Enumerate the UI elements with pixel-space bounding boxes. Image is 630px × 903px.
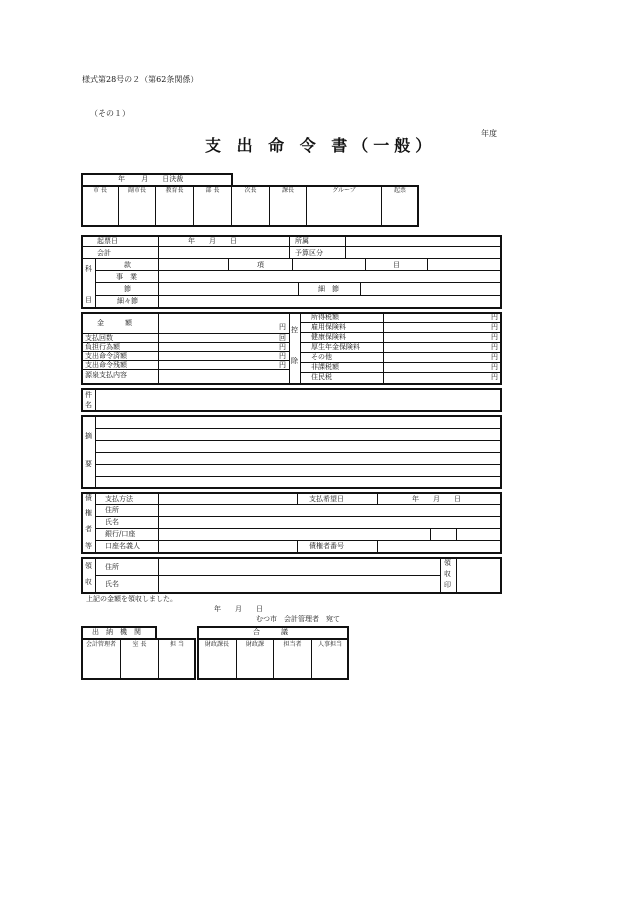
budget-category-label: 予算区分 xyxy=(295,249,323,257)
bank-account-label: 銀行/口座 xyxy=(105,530,136,538)
eye-side-label: 目 xyxy=(85,296,92,304)
amount-row-label: 負担行為額 xyxy=(85,343,120,351)
approval-role: 副市長 xyxy=(127,187,146,194)
desired-date-label: 支払希望日 xyxy=(309,495,344,503)
account-holder-label: 口座名義人 xyxy=(105,542,140,550)
yen-unit: 円 xyxy=(491,373,498,381)
yen-unit: 円 xyxy=(491,353,498,361)
council-role: 財政課 xyxy=(245,641,264,648)
approval-role: 部 長 xyxy=(205,187,220,194)
receipt-stamp-label: 印 xyxy=(444,581,451,589)
receipt-addressee: むつ市 会計管理者 宛て xyxy=(256,615,340,623)
deduction-label: 所得税額 xyxy=(311,313,339,321)
yen-unit: 円 xyxy=(279,352,286,360)
receipt-side-label: 収 xyxy=(85,578,92,586)
council-role: 人事担当 xyxy=(317,641,342,648)
council-role: 担当者 xyxy=(283,641,302,648)
approval-role: 教育長 xyxy=(165,187,184,194)
page-title: 支 出 命 令 書（一般） xyxy=(205,136,437,155)
creditor-address-label: 住所 xyxy=(105,506,119,514)
amount-row-label: 源泉支払内容 xyxy=(85,371,127,379)
amount-label: 金 額 xyxy=(97,319,132,327)
draft-date-label: 起票日 xyxy=(97,237,118,245)
approval-role: 課長 xyxy=(281,187,294,194)
council-title: 合 議 xyxy=(253,628,288,636)
approval-role: 次長 xyxy=(244,187,257,194)
times-unit: 回 xyxy=(279,334,286,342)
receipt-statement: 上記の金額を領収しました。 xyxy=(86,595,177,603)
approval-role: 市 長 xyxy=(93,187,107,194)
deduction-label: 厚生年金保険料 xyxy=(311,343,360,351)
receipt-side-label: 領 xyxy=(85,562,92,570)
yen-unit: 円 xyxy=(491,323,498,331)
kan-label: 款 xyxy=(124,261,131,269)
receipt-address-label: 住所 xyxy=(105,563,119,571)
subject-side-label: 科 xyxy=(85,265,92,273)
summary-side-label: 要 xyxy=(85,460,92,468)
shusetsu-label: 細 節 xyxy=(318,285,339,293)
draft-date-value: 年 月 日 xyxy=(188,237,237,245)
sheet-label: （その１） xyxy=(90,109,130,118)
treasury-role: 会計管理者 xyxy=(85,641,116,648)
yen-unit: 円 xyxy=(279,343,286,351)
yen-unit: 円 xyxy=(491,343,498,351)
council-role: 財政課長 xyxy=(204,641,229,648)
receipt-stamp-label: 収 xyxy=(444,570,451,578)
receipt-name-label: 氏名 xyxy=(105,580,119,588)
deduction-side-label: 除 xyxy=(291,357,298,365)
deduction-label: 健康保険料 xyxy=(311,333,346,341)
approval-role: 起票 xyxy=(393,187,406,194)
subject-side-label: 名 xyxy=(85,401,92,409)
receipt-stamp-label: 領 xyxy=(444,559,451,567)
approval-role: グループ xyxy=(332,187,356,194)
amount-row-label: 支出命令残額 xyxy=(85,361,127,369)
treasury-role: 担 当 xyxy=(170,641,184,648)
creditor-name-label: 氏名 xyxy=(105,518,119,526)
creditor-side-label: 権 xyxy=(85,509,92,517)
decision-date-label: 年 月 日決裁 xyxy=(118,175,184,183)
form-number: 様式第28号の２（第62条関係） xyxy=(82,75,199,84)
deduction-label: その他 xyxy=(311,353,332,361)
setsu-label: 節 xyxy=(124,285,131,293)
yen-unit: 円 xyxy=(279,361,286,369)
yen-unit: 円 xyxy=(491,333,498,341)
moku-label: 目 xyxy=(393,261,400,269)
yen-unit: 円 xyxy=(491,363,498,371)
accounting-label: 会計 xyxy=(97,249,111,257)
deduction-label: 非課税額 xyxy=(311,363,339,371)
treasury-title: 出 納 機 関 xyxy=(92,628,141,636)
yen-unit: 円 xyxy=(491,313,498,321)
deduction-side-label: 控 xyxy=(291,326,298,334)
receipt-date: 年 月 日 xyxy=(214,605,263,613)
treasury-role: 室 長 xyxy=(132,641,147,648)
amount-row-label: 支払回数 xyxy=(85,334,113,342)
creditor-side-label: 等 xyxy=(85,542,92,550)
subject-box xyxy=(81,388,502,412)
business-label: 事 業 xyxy=(116,273,137,281)
payment-method-label: 支払方法 xyxy=(105,495,133,503)
kou-label: 項 xyxy=(257,261,264,269)
saisaisetsu-label: 細々節 xyxy=(117,297,138,305)
fiscal-year-label: 年度 xyxy=(481,129,497,138)
desired-date-value: 年 月 日 xyxy=(412,495,461,503)
creditor-number-label: 債権者番号 xyxy=(309,542,344,550)
subject-side-label: 件 xyxy=(85,391,92,399)
department-label: 所属 xyxy=(295,237,309,245)
yen-unit: 円 xyxy=(279,323,286,331)
amount-row-label: 支出命令済額 xyxy=(85,352,127,360)
deduction-label: 住民税 xyxy=(311,373,332,381)
creditor-side-label: 者 xyxy=(85,525,92,533)
summary-side-label: 摘 xyxy=(85,432,92,440)
deduction-label: 雇用保険料 xyxy=(311,323,346,331)
creditor-side-label: 債 xyxy=(85,494,92,502)
